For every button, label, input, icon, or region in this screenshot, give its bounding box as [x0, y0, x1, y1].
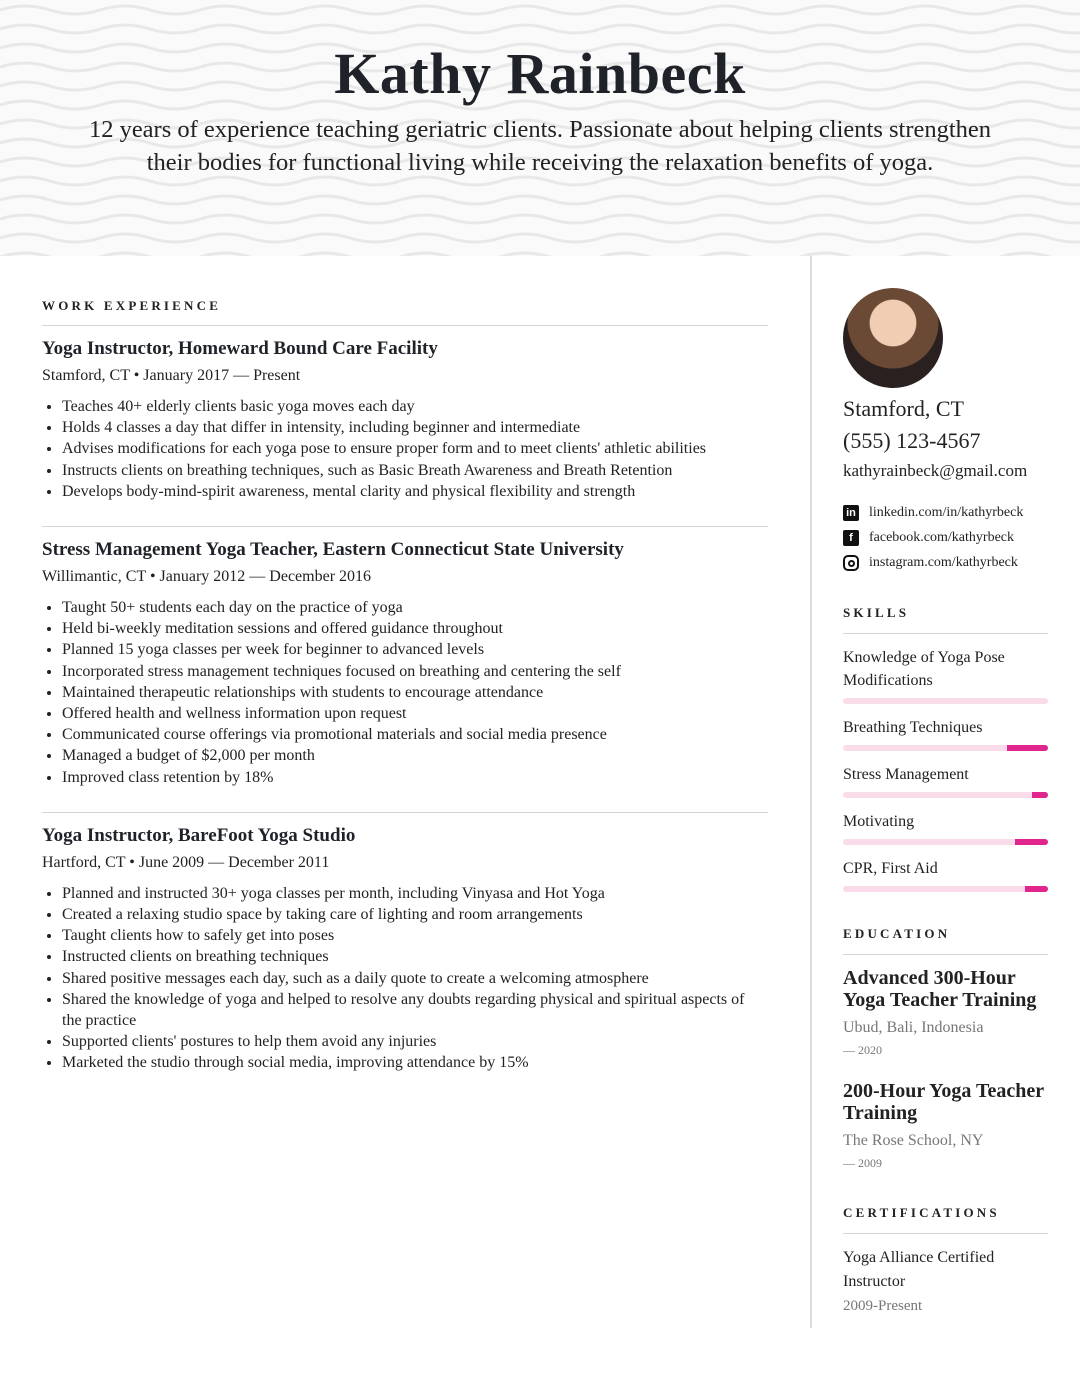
work-experience-section [42, 298, 768, 1074]
bullet-item: • Created a relaxing studio space by taking care of lighting and room arrangements [62, 904, 768, 925]
summary: 12 years of experience teaching geriatric clients. Passionate about helping clients strengthen their bodies for functional living while receiving the relaxation benefits of yoga. [88, 116, 992, 176]
bullet-item: • Instructs clients on breathing techniques, such as Basic Breath Awareness and Breath Retention [62, 460, 768, 481]
bullet-item: • Communicated course offerings via promotional materials and social media presence [62, 724, 768, 745]
bullet-item: • Taught clients how to safely get into poses [62, 925, 768, 946]
skill-bar-accent [1007, 745, 1048, 751]
skill-name: Stress Management [843, 766, 969, 783]
bullet-item: • Advises modifications for each yoga pose to ensure proper form and to meet clients' athletic abilities [62, 438, 768, 459]
education-place: Ubud, Bali, Indonesia [843, 1019, 984, 1036]
separator [42, 526, 768, 527]
education-item [843, 1080, 1048, 1171]
skill-item [843, 646, 1048, 704]
education-date: — 2009 [843, 1156, 882, 1170]
bullet-item: • Shared the knowledge of yoga and helped to resolve any doubts regarding physical and spiritual aspects of the practice [62, 989, 768, 1031]
social-link[interactable] [843, 505, 1048, 521]
social-link-text: linkedin.com/in/kathyrbeck [869, 505, 1024, 520]
linkedin-icon: in [843, 505, 859, 521]
job-title: Yoga Instructor, Homeward Bound Care Facility [42, 338, 438, 359]
skill-bar-accent [1025, 886, 1048, 892]
skill-name: CPR, First Aid [843, 860, 938, 877]
bullet-item: • Develops body-mind-spirit awareness, mental clarity and physical flexibility and strength [62, 481, 768, 502]
skill-item [843, 857, 1048, 892]
section-heading: CERTIFICATIONS [843, 1205, 1048, 1234]
section-heading: EDUCATION [843, 926, 1048, 955]
skill-item [843, 716, 1048, 751]
social-link-text: facebook.com/kathyrbeck [869, 530, 1014, 545]
education-date: — 2020 [843, 1043, 882, 1057]
education-title: 200-Hour Yoga Teacher Training [843, 1080, 1044, 1124]
header [0, 0, 1080, 256]
profile-photo [843, 288, 943, 388]
job-title: Yoga Instructor, BareFoot Yoga Studio [42, 824, 356, 846]
bullet-item: • Held bi-weekly meditation sessions and offered guidance throughout [62, 618, 768, 639]
bullet-item: • Maintained therapeutic relationships with students to encourage attendance [62, 682, 768, 703]
bullet-item: • Planned 15 yoga classes per week for beginner to advanced levels [62, 639, 768, 660]
certification-name: Yoga Alliance Certified Instructor [843, 1249, 995, 1290]
facebook-icon: f [843, 530, 859, 546]
job-entry [42, 825, 768, 1074]
job-bullets [42, 396, 768, 502]
social-link[interactable] [843, 530, 1048, 546]
job-title: Stress Management Yoga Teacher, Eastern Connecticut State University [42, 539, 624, 561]
section-heading: SKILLS [843, 605, 1048, 634]
bullet-item: • Instructed clients on breathing techniques [62, 946, 768, 967]
instagram-icon [843, 555, 859, 571]
skill-bar [843, 839, 1048, 845]
phone: (555) 123-4567 [843, 428, 981, 453]
education-item [843, 967, 1048, 1058]
skill-bar-accent [1032, 792, 1048, 798]
separator [42, 812, 768, 813]
job-meta: Stamford, CT • January 2017 — Present [42, 367, 301, 384]
skill-bar [843, 698, 1048, 704]
certification-date: 2009-Present [843, 1298, 923, 1314]
bullet-item: • Taught 50+ students each day on the practice of yoga [62, 597, 768, 618]
bullet-item: • Planned and instructed 30+ yoga classes per month, including Vinyasa and Hot Yoga [62, 883, 768, 904]
education-place: The Rose School, NY [843, 1132, 984, 1149]
skill-bar-accent [1015, 839, 1048, 845]
bullet-item: • Supported clients' postures to help them avoid any injuries [62, 1031, 768, 1052]
skill-item [843, 810, 1048, 845]
social-link-text: instagram.com/kathyrbeck [869, 555, 1018, 570]
education-title: Advanced 300-Hour Yoga Teacher Training [843, 967, 1037, 1011]
job-entry [42, 338, 768, 502]
bullet-item: • Improved class retention by 18% [62, 767, 768, 788]
skill-item [843, 763, 1048, 798]
bullet-item: • Marketed the studio through social media, improving attendance by 15% [62, 1052, 768, 1073]
column-divider [810, 256, 812, 1328]
skill-bar [843, 886, 1048, 892]
job-bullets [42, 597, 768, 788]
section-heading: WORK EXPERIENCE [42, 298, 768, 326]
skill-bar [843, 792, 1048, 798]
sidebar [843, 288, 1048, 1315]
bullet-item: • Incorporated stress management techniques focused on breathing and centering the self [62, 661, 768, 682]
skill-name: Knowledge of Yoga Pose Modifications [843, 649, 1005, 689]
job-meta: Willimantic, CT • January 2012 — December 2016 [42, 568, 372, 586]
skill-name: Breathing Techniques [843, 719, 983, 736]
bullet-item: • Teaches 40+ elderly clients basic yoga moves each day [62, 396, 768, 417]
social-link[interactable] [843, 555, 1048, 571]
email-link[interactable]: kathyrainbeck@gmail.com [843, 461, 1028, 480]
job-bullets [42, 883, 768, 1074]
location: Stamford, CT [843, 396, 964, 421]
candidate-name: Kathy Rainbeck [334, 41, 746, 106]
skill-name: Motivating [843, 813, 915, 830]
bullet-item: • Offered health and wellness information upon request [62, 703, 768, 724]
skill-bar [843, 745, 1048, 751]
bullet-item: • Holds 4 classes a day that differ in intensity, including beginner and intermediate [62, 417, 768, 438]
bullet-item: • Managed a budget of $2,000 per month [62, 745, 768, 766]
bullet-item: • Shared positive messages each day, such as a daily quote to create a welcoming atmosphere [62, 968, 768, 989]
job-entry [42, 539, 768, 788]
job-meta: Hartford, CT • June 2009 — December 2011 [42, 853, 330, 871]
